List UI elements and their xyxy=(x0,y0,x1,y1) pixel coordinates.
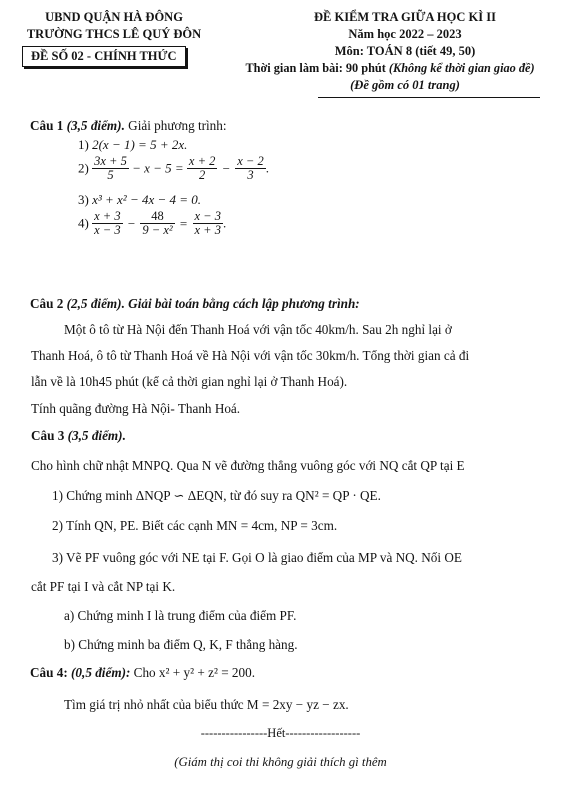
q1-item1-num: 1) xyxy=(78,137,89,152)
q1-heading xyxy=(30,118,227,134)
q2-line4: Tính quãng đường Hà Nội- Thanh Hoá. xyxy=(31,401,241,416)
header-school: TRƯỜNG THCS LÊ QUÝ ĐÔN xyxy=(26,27,202,41)
frac-num: x − 3 xyxy=(194,209,221,223)
q1-item1 xyxy=(78,137,187,153)
q2-heading xyxy=(30,296,360,312)
frac-den: 3 xyxy=(247,168,254,182)
proctor-note: (Giám thị coi thi không giải thích gì thêm xyxy=(174,755,387,769)
q4-given: Cho x² + y² + z² = 200. xyxy=(130,665,256,680)
frac-num: x − 2 xyxy=(237,154,264,168)
q1-item3 xyxy=(78,192,201,208)
header-divider xyxy=(318,97,540,98)
q3-item3-line2: cắt PF tại I và cắt NP tại K. xyxy=(31,579,176,594)
time-allowed xyxy=(220,61,560,76)
q1-item1-eq: 2(x − 1) = 5 + 2x. xyxy=(92,137,188,152)
q3-item3a: a) Chứng minh I là trung điểm của điểm PF. xyxy=(64,608,297,623)
q4-heading xyxy=(30,665,255,681)
q3-item1: 1) Chứng minh ΔNQP ∽ ΔEQN, từ đó suy ra QN² = QP · QE. xyxy=(52,488,381,503)
page-count-note: (Đề gồm có 01 trang) xyxy=(350,78,460,92)
q1-points: (3,5 điểm). xyxy=(63,118,125,133)
q1-prompt: Giải phương trình: xyxy=(124,118,227,133)
frac-num: x + 2 xyxy=(188,154,216,168)
q2-line3: lẫn về là 10h45 phút (kể cả thời gian nghỉ lại ở Thanh Hoá). xyxy=(31,374,348,389)
q1-item4 xyxy=(78,210,226,237)
end-mark: ----------------Hết------------------ xyxy=(200,726,361,740)
frac-num: x + 3 xyxy=(94,209,121,223)
exam-title: ĐỀ KIỂM TRA GIỮA HỌC KÌ II xyxy=(314,10,496,24)
q1-item4-frac3 xyxy=(193,210,223,237)
frac-num: 3x + 5 xyxy=(94,154,127,168)
q1-item4-num: 4) xyxy=(78,215,89,231)
subject: Môn: TOÁN 8 (tiết 49, 50) xyxy=(334,44,476,58)
exam-code-badge: ĐỀ SỐ 02 - CHÍNH THỨC xyxy=(22,46,186,67)
q1-item2-frac2 xyxy=(187,155,217,182)
frac-den: x − 3 xyxy=(94,223,121,237)
time-allowed-note: (Không kể thời gian giao đề) xyxy=(388,61,535,75)
frac-den: 9 − x² xyxy=(142,223,173,237)
q1-item2 xyxy=(78,155,269,182)
q4-label: Câu 4: xyxy=(30,665,68,680)
frac-num: 48 xyxy=(140,210,174,224)
frac-den: 2 xyxy=(199,168,206,182)
q3-item3-line1: 3) Vẽ PF vuông góc với NE tại F. Gọi O là giao điểm của MP và NQ. Nối OE xyxy=(52,550,462,565)
q1-item3-eq: x³ + x² − 4x − 4 = 0. xyxy=(92,192,202,207)
q3-points: (3,5 điểm). xyxy=(64,428,126,443)
q1-item2-mid: − x − 5 = xyxy=(132,160,184,176)
frac-den: x + 3 xyxy=(194,223,221,237)
q1-item3-num: 3) xyxy=(78,192,89,207)
header-district: UBND QUẬN HÀ ĐÔNG xyxy=(45,10,183,24)
time-allowed-text: Thời gian làm bài: 90 phút xyxy=(245,61,389,75)
q2-label: Câu 2 xyxy=(30,296,64,311)
q3-label: Câu 3 xyxy=(31,428,65,443)
q3-item3b: b) Chứng minh ba điểm Q, K, F thẳng hàng. xyxy=(64,637,298,652)
q1-item2-end: . xyxy=(265,160,269,176)
q3-heading xyxy=(31,428,126,444)
q1-item2-frac1 xyxy=(92,155,129,182)
q2-points-prompt: (2,5 điểm). Giải bài toán bằng cách lập phương trình: xyxy=(63,296,360,311)
q1-item4-end: . xyxy=(222,215,227,231)
q2-line2: Thanh Hoá, ô tô từ Thanh Hoá về Hà Nội với vận tốc 30km/h. Tổng thời gian cả đi xyxy=(31,348,470,363)
q3-item2: 2) Tính QN, PE. Biết các cạnh MN = 4cm, NP = 3cm. xyxy=(52,518,338,533)
q1-item2-frac3 xyxy=(235,155,265,182)
school-year: Năm học 2022 – 2023 xyxy=(348,27,462,41)
q1-item4-minus: − xyxy=(127,215,136,231)
q1-item4-frac1 xyxy=(92,210,122,237)
q2-line1: Một ô tô từ Hà Nội đến Thanh Hoá với vận tốc 40km/h. Sau 2h nghỉ lại ở xyxy=(64,322,452,337)
q1-item2-minus: − xyxy=(222,160,230,176)
q3-intro: Cho hình chữ nhật MNPQ. Qua N vẽ đường thẳng vuông góc với NQ cắt QP tại E xyxy=(31,458,465,473)
q1-item4-frac2 xyxy=(140,210,174,237)
q4-points: (0,5 điểm): xyxy=(67,665,131,680)
q1-label: Câu 1 xyxy=(30,118,64,133)
q1-item4-eq: = xyxy=(179,215,188,231)
q4-task: Tìm giá trị nhỏ nhất của biểu thức M = 2xy − yz − zx. xyxy=(64,697,349,712)
q1-item2-num: 2) xyxy=(78,160,89,176)
frac-den: 5 xyxy=(107,168,114,182)
